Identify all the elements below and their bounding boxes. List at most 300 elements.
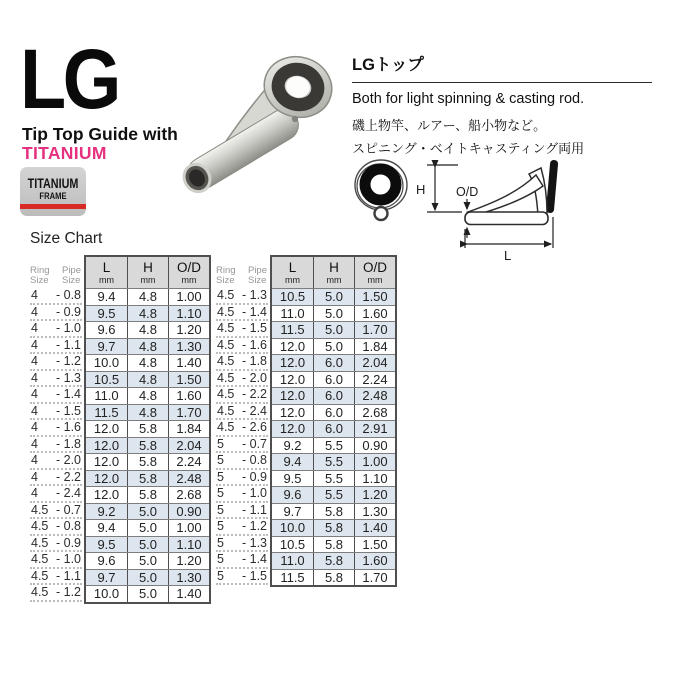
- dimension-value: 2.24: [354, 372, 395, 388]
- pipe-size-value: - 1.0: [241, 486, 267, 501]
- dimension-value: 12.0: [279, 388, 306, 404]
- column-header: [354, 257, 395, 288]
- product-subtitle: Tip Top Guide with: [22, 124, 178, 144]
- dimension-value: 5.8: [127, 471, 168, 487]
- description-english: Both for light spinning & casting rod.: [352, 91, 585, 107]
- dimension-value: 2.91: [354, 421, 395, 437]
- dimension-value: 6.0: [313, 421, 354, 437]
- pipe-size-value: - 1.4: [55, 387, 81, 402]
- pipe-size-value: - 1.5: [241, 321, 267, 336]
- ring-size-value: 4.5: [217, 420, 235, 435]
- ring-pipe-cell: [30, 371, 82, 388]
- dimension-value: 9.6: [97, 553, 116, 569]
- ring-pipe-cell: [30, 305, 82, 322]
- dimension-value: 9.7: [97, 569, 116, 585]
- header-unit: mm: [367, 274, 383, 285]
- ring-size-value: 5: [217, 469, 224, 484]
- dimension-value: 10.0: [93, 586, 120, 602]
- table-row: [86, 387, 209, 404]
- dimension-value: 12.0: [93, 437, 120, 453]
- header-unit: mm: [285, 274, 300, 285]
- dimension-value: 12.0: [279, 421, 306, 437]
- table-row: [86, 470, 209, 487]
- dimension-value: 5.5: [313, 471, 354, 487]
- ring-size-value: 4.5: [31, 502, 49, 517]
- description-japanese-1: 磯上物竿、ルアー、船小物など。: [352, 118, 547, 133]
- dimension-value: 4.8: [127, 355, 168, 371]
- l-dimension-label: L: [504, 248, 512, 263]
- dimension-value: 5.8: [313, 570, 354, 586]
- table-row: [86, 536, 209, 553]
- product-info: [352, 51, 652, 157]
- pipe-size-value: - 2.2: [55, 469, 81, 484]
- guide-front-view: [355, 160, 407, 220]
- dimension-value: 9.2: [97, 503, 116, 519]
- pipe-size-value: - 0.7: [241, 436, 267, 451]
- od-dimension-label: O/D: [456, 185, 479, 199]
- dimension-box: [84, 255, 211, 604]
- dimension-value: 1.40: [354, 520, 395, 536]
- ring-size-value: 4: [31, 453, 38, 468]
- header-label: O/D: [176, 260, 201, 275]
- pipe-size-value: - 1.0: [55, 321, 81, 336]
- pipe-size-value: - 1.1: [241, 502, 267, 517]
- ring-pipe-cell: [216, 404, 268, 421]
- dimension-value: 5.8: [127, 421, 168, 437]
- pipe-size-value: - 1.4: [241, 304, 267, 319]
- table-row: [272, 305, 395, 322]
- dimension-value: 1.30: [168, 570, 209, 586]
- column-header: [313, 257, 354, 288]
- table-row: [272, 387, 395, 404]
- table-row: [272, 536, 395, 553]
- dimension-value: 9.2: [283, 437, 302, 453]
- column-header: [272, 257, 313, 288]
- ring-size-value: 4.5: [217, 387, 235, 402]
- size-chart-table-right: [216, 255, 397, 587]
- dimension-value: 5.8: [313, 553, 354, 569]
- dimension-value: 5.0: [313, 289, 354, 305]
- pipe-size-value: - 0.7: [55, 502, 81, 517]
- ring-size-value: 4.5: [31, 519, 49, 534]
- table-row: [272, 404, 395, 421]
- ring-size-value: 5: [217, 552, 224, 567]
- dimension-value: 5.5: [313, 487, 354, 503]
- pipe-size-value: - 1.3: [241, 535, 267, 550]
- table-row: [272, 288, 395, 305]
- dimension-value: 11.0: [280, 553, 305, 569]
- dimension-value: 4.8: [127, 289, 168, 305]
- ring-pipe-cell: [216, 437, 268, 454]
- ring-size-value: 4.5: [217, 304, 235, 319]
- dimension-value: 9.6: [283, 487, 302, 503]
- table-row: [272, 371, 395, 388]
- ring-pipe-cell: [216, 470, 268, 487]
- table-row: [86, 404, 209, 421]
- dimension-value: 10.5: [93, 371, 120, 387]
- dimension-value: 4.8: [127, 388, 168, 404]
- ring-size-value: 4.5: [31, 552, 49, 567]
- pipe-size-value: - 1.3: [55, 370, 81, 385]
- ring-pipe-cell: [216, 354, 268, 371]
- table-row: [86, 453, 209, 470]
- table-row: [86, 552, 209, 569]
- ring-size-value: 4: [31, 337, 38, 352]
- ring-pipe-header: [30, 255, 82, 288]
- header-label: H: [143, 260, 153, 275]
- dimension-value: 5.0: [313, 306, 354, 322]
- pipe-size-value: - 2.0: [241, 370, 267, 385]
- dimension-value: 1.30: [354, 504, 395, 520]
- dimension-value: 2.04: [168, 438, 209, 454]
- ring-size-value: 4: [31, 420, 38, 435]
- ring-size-value: 4: [31, 370, 38, 385]
- ring-pipe-cell: [216, 536, 268, 553]
- pipe-size-value: - 1.0: [55, 552, 81, 567]
- ring-size-value: 5: [217, 535, 224, 550]
- ring-size-value: 4: [31, 387, 38, 402]
- header-line: Ring: [216, 264, 236, 276]
- table-row: [86, 288, 209, 305]
- dimension-value: 4.8: [127, 405, 168, 421]
- badge-red-bar: [20, 204, 86, 209]
- column-header: [248, 266, 267, 287]
- pipe-size-value: - 1.8: [55, 436, 81, 451]
- table-row: [86, 371, 209, 388]
- dimension-value: 1.40: [168, 355, 209, 371]
- table-row: [272, 338, 395, 355]
- dimension-value: 4.8: [127, 339, 168, 355]
- ring-size-value: 5: [217, 453, 224, 468]
- ring-pipe-cell: [30, 569, 82, 586]
- description-japanese-2: スピニング・ベイトキャスティング両用: [352, 141, 585, 156]
- pipe-size-value: - 1.5: [55, 403, 81, 418]
- h-dimension-label: H: [416, 182, 426, 197]
- dimension-value: 6.0: [313, 372, 354, 388]
- dimension-header-row: [86, 257, 209, 288]
- ring-pipe-cell: [30, 503, 82, 520]
- ring-pipe-cell: [216, 371, 268, 388]
- pipe-size-value: - 1.8: [241, 354, 267, 369]
- dimension-value: 11.5: [280, 569, 305, 585]
- ring-pipe-cell: [216, 453, 268, 470]
- ring-pipe-cell: [30, 420, 82, 437]
- size-chart-table-left: [30, 255, 211, 604]
- table-row: [272, 486, 395, 503]
- pipe-size-value: - 1.6: [55, 420, 81, 435]
- dimension-value: 1.70: [168, 405, 209, 421]
- dimension-diagram: [346, 145, 576, 270]
- table-row: [272, 321, 395, 338]
- column-header: [86, 257, 127, 288]
- ring-size-value: 4.5: [31, 535, 49, 550]
- dimension-value: 6.0: [313, 355, 354, 371]
- ring-size-value: 4: [31, 304, 38, 319]
- dimension-value: 5.0: [127, 537, 168, 553]
- dimension-value: 1.60: [354, 306, 395, 322]
- dimension-value: 9.4: [97, 520, 116, 536]
- dimension-value: 12.0: [279, 355, 306, 371]
- dimension-value: 9.5: [97, 536, 116, 552]
- ring-pipe-cell: [30, 404, 82, 421]
- ring-pipe-cell: [216, 338, 268, 355]
- header-label: O/D: [362, 260, 387, 275]
- guide-side-view: [465, 160, 558, 225]
- ring-pipe-cell: [216, 552, 268, 569]
- ring-pipe-column: [216, 255, 268, 585]
- dimension-value: 5.0: [127, 520, 168, 536]
- ring-pipe-cell: [30, 519, 82, 536]
- dimension-value: 1.00: [168, 520, 209, 536]
- table-row: [86, 503, 209, 520]
- ring-pipe-cell: [30, 288, 82, 305]
- badge-subtitle: FRAME: [39, 190, 67, 201]
- table-row: [86, 305, 209, 322]
- ring-size-value: 5: [217, 568, 224, 583]
- table-row: [272, 420, 395, 437]
- header-label: H: [329, 260, 339, 275]
- ring-pipe-cell: [30, 321, 82, 338]
- pipe-size-value: - 0.9: [55, 535, 81, 550]
- header-line: Size: [30, 274, 49, 286]
- ring-pipe-cell: [216, 420, 268, 437]
- header-unit: mm: [99, 274, 114, 285]
- dimension-value: 12.0: [93, 487, 120, 503]
- pipe-size-value: - 1.2: [55, 585, 81, 600]
- ring-pipe-column: [30, 255, 82, 602]
- dimension-value: 1.84: [354, 339, 395, 355]
- pipe-size-value: - 2.2: [241, 387, 267, 402]
- table-row: [272, 470, 395, 487]
- ring-pipe-cell: [30, 585, 82, 602]
- header-line: Size: [216, 274, 235, 286]
- dimension-value: 4.8: [127, 306, 168, 322]
- ring-pipe-cell: [30, 354, 82, 371]
- header-line: Ring: [30, 264, 50, 276]
- ring-pipe-cell: [216, 387, 268, 404]
- table-row: [86, 338, 209, 355]
- ring-pipe-cell: [216, 519, 268, 536]
- ring-pipe-header: [216, 255, 268, 288]
- ring-size-value: 4: [31, 436, 38, 451]
- header-line: Pipe: [61, 264, 81, 276]
- dimension-value: 2.48: [168, 471, 209, 487]
- dimension-value: 1.70: [354, 322, 395, 338]
- table-row: [86, 569, 209, 586]
- ring-size-value: 4: [31, 469, 38, 484]
- ring-size-value: 4.5: [217, 321, 235, 336]
- header-line: Size: [61, 274, 81, 286]
- dimension-value: 12.0: [93, 421, 120, 437]
- dimension-value: 0.90: [168, 504, 209, 520]
- dimension-value: 6.0: [313, 388, 354, 404]
- ring-pipe-cell: [216, 503, 268, 520]
- dimension-value: 5.0: [313, 339, 354, 355]
- dimension-value: 9.4: [283, 454, 302, 470]
- dimension-value: 5.8: [313, 520, 354, 536]
- pipe-size-value: - 1.2: [55, 354, 81, 369]
- pipe-size-value: - 0.8: [241, 453, 267, 468]
- table-row: [86, 585, 209, 602]
- badge-title: TITANIUM: [27, 176, 79, 191]
- titanium-frame-badge: [20, 167, 86, 216]
- dimension-box: [270, 255, 397, 587]
- column-header: [30, 266, 50, 287]
- pipe-size-value: - 1.3: [241, 288, 267, 303]
- ring-pipe-cell: [216, 305, 268, 322]
- dimension-value: 10.0: [279, 520, 306, 536]
- dimension-value: 9.4: [97, 289, 116, 305]
- ring-size-value: 4.5: [217, 337, 235, 352]
- ring-size-value: 4.5: [217, 354, 235, 369]
- dimension-value: 11.0: [280, 305, 305, 321]
- ring-size-value: 4: [31, 288, 38, 303]
- pipe-size-value: - 2.4: [55, 486, 81, 501]
- dimension-value: 1.84: [168, 421, 209, 437]
- ring-size-value: 4: [31, 486, 38, 501]
- ring-size-value: 4: [31, 321, 38, 336]
- ring-pipe-cell: [216, 321, 268, 338]
- table-row: [272, 519, 395, 536]
- product-title-jp: LGトップ: [352, 51, 652, 83]
- table-row: [272, 354, 395, 371]
- product-model-name: LG: [20, 32, 118, 126]
- table-row: [272, 503, 395, 520]
- ring-pipe-cell: [30, 470, 82, 487]
- ring-pipe-cell: [216, 569, 268, 586]
- dimension-header-row: [272, 257, 395, 288]
- column-header: [168, 257, 209, 288]
- pipe-size-value: - 2.0: [55, 453, 81, 468]
- header-unit: mm: [140, 274, 156, 285]
- ring-pipe-cell: [30, 453, 82, 470]
- dimension-value: 10.0: [93, 355, 120, 371]
- product-material: TITANIUM: [22, 143, 107, 163]
- pipe-size-value: - 0.9: [55, 304, 81, 319]
- dimension-value: 0.90: [354, 438, 395, 454]
- ring-size-value: 4.5: [217, 370, 235, 385]
- size-chart-title: Size Chart: [30, 230, 103, 247]
- dimension-value: 5.8: [127, 454, 168, 470]
- ring-size-value: 4: [31, 354, 38, 369]
- table-row: [86, 321, 209, 338]
- table-row: [86, 420, 209, 437]
- dimension-value: 1.50: [168, 372, 209, 388]
- dimension-value: 5.0: [127, 553, 168, 569]
- ring-pipe-cell: [30, 552, 82, 569]
- dimension-value: 9.7: [283, 503, 302, 519]
- dimension-value: 1.70: [354, 570, 395, 586]
- dimension-value: 1.10: [354, 471, 395, 487]
- ring-pipe-cell: [216, 288, 268, 305]
- dimension-value: 1.20: [354, 487, 395, 503]
- table-row: [272, 453, 395, 470]
- ring-pipe-cell: [30, 536, 82, 553]
- ring-pipe-cell: [30, 387, 82, 404]
- dimension-value: 9.5: [283, 470, 302, 486]
- table-row: [272, 569, 395, 586]
- pipe-size-value: - 1.4: [241, 552, 267, 567]
- table-row: [272, 437, 395, 454]
- dimension-value: 10.5: [279, 289, 306, 305]
- ring-pipe-cell: [216, 486, 268, 503]
- dimension-value: 5.0: [127, 586, 168, 602]
- dimension-value: 1.20: [168, 322, 209, 338]
- ring-size-value: 4.5: [31, 568, 49, 583]
- ring-size-value: 4.5: [31, 585, 49, 600]
- dimension-value: 1.50: [354, 289, 395, 305]
- dimension-value: 1.00: [168, 289, 209, 305]
- dimension-value: 1.60: [354, 553, 395, 569]
- dimension-value: 9.5: [97, 305, 116, 321]
- dimension-value: 2.04: [354, 355, 395, 371]
- dimension-value: 11.5: [94, 404, 119, 420]
- header-unit: mm: [326, 274, 342, 285]
- dimension-value: 5.8: [127, 487, 168, 503]
- dimension-value: 6.0: [313, 405, 354, 421]
- ring-pipe-cell: [30, 486, 82, 503]
- ring-pipe-cell: [30, 338, 82, 355]
- dimension-value: 5.5: [313, 438, 354, 454]
- dimension-value: 5.0: [313, 322, 354, 338]
- table-row: [86, 486, 209, 503]
- pipe-size-value: - 1.1: [55, 337, 81, 352]
- pipe-size-value: - 1.5: [241, 568, 267, 583]
- dimension-value: 11.0: [94, 388, 119, 404]
- dimension-value: 2.48: [354, 388, 395, 404]
- dimension-value: 4.8: [127, 372, 168, 388]
- ring-size-value: 5: [217, 436, 224, 451]
- dimension-value: 1.40: [168, 586, 209, 602]
- pipe-size-value: - 1.2: [241, 519, 267, 534]
- table-row: [86, 354, 209, 371]
- dimension-value: 2.68: [168, 487, 209, 503]
- dimension-value: 1.10: [168, 537, 209, 553]
- header-label: L: [288, 260, 297, 275]
- dimension-value: 5.8: [313, 504, 354, 520]
- dimension-value: 1.20: [168, 553, 209, 569]
- dimension-value: 1.60: [168, 388, 209, 404]
- header-unit: mm: [181, 274, 197, 285]
- dimension-value: 1.00: [354, 454, 395, 470]
- dimension-value: 12.0: [279, 404, 306, 420]
- dimension-value: 5.0: [127, 570, 168, 586]
- column-header: [216, 266, 236, 287]
- dimension-value: 12.0: [279, 371, 306, 387]
- column-header: [62, 266, 81, 287]
- pipe-size-value: - 0.8: [55, 519, 81, 534]
- pipe-size-value: - 2.4: [241, 403, 267, 418]
- table-row: [86, 437, 209, 454]
- dimension-value: 1.10: [168, 306, 209, 322]
- pipe-size-value: - 1.6: [241, 337, 267, 352]
- dimension-value: 9.6: [97, 322, 116, 338]
- dimension-value: 9.7: [97, 338, 116, 354]
- header-line: Size: [247, 274, 267, 286]
- ring-size-value: 5: [217, 502, 224, 517]
- dimension-value: 5.8: [127, 438, 168, 454]
- ring-size-value: 4.5: [217, 403, 235, 418]
- ring-size-value: 4: [31, 403, 38, 418]
- dimension-value: 1.30: [168, 339, 209, 355]
- table-row: [272, 552, 395, 569]
- dimension-value: 5.8: [313, 537, 354, 553]
- dimension-value: 2.68: [354, 405, 395, 421]
- dimension-value: 4.8: [127, 322, 168, 338]
- dimension-value: 10.5: [279, 536, 306, 552]
- product-photo: [168, 45, 348, 200]
- dimension-value: 2.24: [168, 454, 209, 470]
